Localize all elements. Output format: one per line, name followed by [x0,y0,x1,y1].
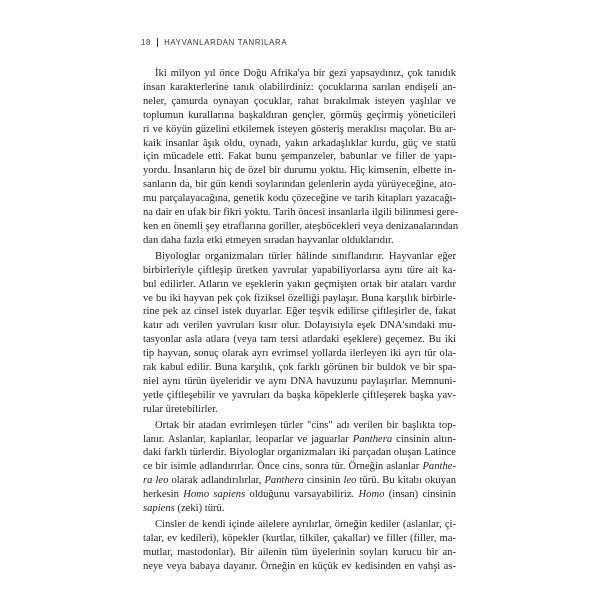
text-line: rine pek az cinsel istek duyarlar. Eğer teşvik edilirse çiftleşirler de, fakat [143,306,456,318]
section-title: HAYVANLARDAN TANRILARA [164,37,288,47]
text-line: insan karakterlerine tanık olabilirdiniz: çocuklarına sarılan endişeli an- [143,81,456,93]
text-line: herkesin Homo sapiens olduğunu varsayabiliriz. Homo (insan) cinsinin [143,489,457,501]
text-line: tasyonlar asla atlara (veya tam tersi atlardaki eşeklere) geçemez. Bu iki [143,334,456,346]
text-line: Cinsler de kendi içinde ailelere ayrılırlar, örneğin kediler (aslanlar, çi- [155,519,456,530]
text-line: bul edilirler. Atların ve eşeklerin yakın geçmişten ortak bir ataları vardır [143,278,456,290]
text-line: ce bir isimle adlandırırlar. Önce cins, sonra tür. Örneğin aslanlar Panthe- [143,461,456,473]
text-line: ri ve köyün güzelini etkilemek isteyen gösteriş meraklısı maçolar. Bu ar- [143,123,456,135]
text-line: niel aynı türün üyeleridir ve aynı DNA havuzunu paylaşırlar. Memnuni- [143,375,456,387]
paragraph [143,250,456,417]
text-line: katır adı verilen yavruları kısır olur. Dolayısıyla eşek DNA'sındaki mu- [143,320,456,332]
text-line: tip hayvan, sonuç olarak ayrı evrimsel yollarda ilerleyen iki ayrı tür ola- [143,348,456,360]
page-number: 18 [141,37,152,47]
text-line: Ortak bir atadan evrimleşen türler "cins" adı verilen bir başlıkta top- [155,419,456,431]
text-line: rular üretebilirler. [143,403,218,415]
text-line: yordu. İnsanların hiç de özel bir durumu yoktu. Hiç kimsenin, elbette in- [143,165,456,177]
paragraph [143,419,456,516]
text-line: ra leo olarak adlandırılırlar, Panthera cinsinin leo türü. Bu kitabı okuyan [143,475,457,487]
text-line: lanır. Aslanlar, kaplanlar, leoparlar ve jaguarlar Panthera cinsinin altın- [143,433,456,445]
text-line: neler, çamurda oynayan çocuklar, rahat bırakılmak isteyen yaşlılar ve [143,95,456,107]
text-line: dan daha fazla etki etmeyen sıradan hayvanlar olduklarıdır. [143,234,394,246]
text-line: rak kabul edilir. Buna karşılık, çok farklı görünen bir buldok ve bir spa- [143,362,456,374]
text-line: toplumun kurallarına başkaldıran gençler, görmüş geçirmiş yöneticileri [143,109,456,121]
header-divider [157,38,158,47]
text-line: neye veya babaya dayanır. Örneğin en küçük ev kedisinden en vahşi as- [143,560,456,572]
text-line: mutlar, mastodonlar). Bir ailenin tüm üyelerinin soyları kurucu bir an- [143,546,456,558]
text-line: daki farklı türlerdir. Biyologlar organizmaları iki parçadan oluşan Latince [143,447,456,459]
text-line: sapiens (zeki) türü. [143,503,225,515]
text-line: kaik insanlar âşık oldu, oynadı, yakın arkadaşlıklar kurdu, güç ve statü [143,137,456,149]
text-line: talar, ev kedileri), köpekler (kurtlar, tilkiler, çakallar) ve filler (filler, ma- [143,532,456,544]
body-text [143,67,459,574]
text-line: birbirleriyle çiftleşip üretken yavrular yapabiliyorlarsa aynı türe ait ka- [143,264,456,276]
text-line: na dair en ufak bir fikri yoktu. Tarih öncesi insanlarla ilgili bilinmesi gere- [143,207,459,219]
paragraph [143,67,459,248]
text-line: için mücadele etti. Fakat bunu şempanzeler, babunlar ve filler de yapı- [143,151,456,163]
text-line: mu parçalayacağına, genetik kodu çözeceğine ve tarih kitapları yazacağı- [143,193,456,205]
text-line: İki milyon yıl önce Doğu Afrika'ya bir gezi yapsaydınız, çok tanıdık [155,68,456,79]
text-line: ve bu iki hayvan pek çok fiziksel özelliği paylaşır. Buna karşılık birbirle- [143,292,456,304]
paragraph [143,518,456,574]
text-line: sanların da, bir gün kendi soylarından gelenlerin ayda yürüyeceğine, ato- [143,179,456,191]
running-head [141,36,287,48]
text-line: ken en önemli şey etraflarına goriller, ateşböcekleri veya denizanalarından [143,220,459,232]
text-line: yetle çiftleşebilir ve yavruları da başka köpeklerle çiftleşerek başka yav- [143,389,456,401]
text-line: Biyologlar organizmaları türler hâlinde sınıflandırır. Hayvanlar eğer [155,250,456,262]
